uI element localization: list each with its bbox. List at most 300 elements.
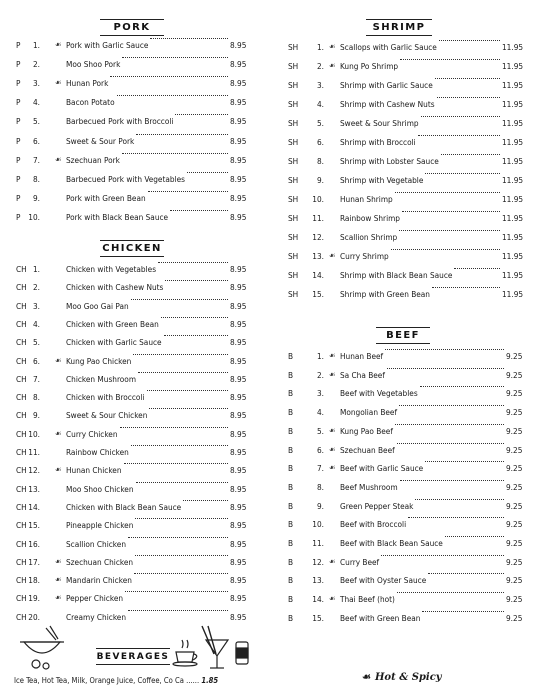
item-number: 11. xyxy=(312,213,324,223)
item-price: 11.95 xyxy=(502,213,524,223)
item-name: Bacon Potato xyxy=(66,97,115,108)
item-code: CH xyxy=(16,428,27,439)
item-code: P xyxy=(16,211,21,222)
item-name: Scallion Chicken xyxy=(66,538,126,549)
item-number: 10. xyxy=(28,428,40,439)
item-name: Szechuan Pork xyxy=(66,154,120,165)
chicken-item xyxy=(16,537,270,551)
dot-leader xyxy=(138,372,228,373)
shrimp-item xyxy=(288,192,540,206)
pork-item xyxy=(16,38,270,52)
item-name: Beef with Black Bean Sauce xyxy=(340,538,443,548)
chicken-item xyxy=(16,573,270,587)
item-price: 11.95 xyxy=(502,156,524,166)
legend-label: Hot & Spicy xyxy=(374,672,442,683)
chicken-item xyxy=(16,555,270,569)
item-code: P xyxy=(16,78,21,89)
shrimp-title: SHRIMP xyxy=(372,22,426,33)
dot-leader xyxy=(391,249,500,250)
item-name: Curry Shrimp xyxy=(340,251,389,261)
item-name: Beef with Broccoli xyxy=(340,519,407,530)
item-price: 11.95 xyxy=(502,232,524,242)
item-name: Rainbow Shrimp xyxy=(340,213,400,223)
beef-item xyxy=(288,461,540,475)
dot-leader xyxy=(122,57,228,58)
chicken-item xyxy=(16,427,270,441)
item-code: P xyxy=(16,192,21,203)
item-code: B xyxy=(288,388,294,399)
hot-pepper-icon: ☙ xyxy=(329,463,336,473)
dot-leader xyxy=(165,280,228,281)
pork-item xyxy=(16,76,270,90)
item-price: 11.95 xyxy=(502,61,524,71)
item-code: CH xyxy=(16,611,27,622)
item-number: 2. xyxy=(316,369,324,380)
dot-leader xyxy=(161,317,228,318)
beef-item xyxy=(288,386,540,400)
shrimp-item xyxy=(288,116,540,130)
hot-pepper-icon: ☙ xyxy=(329,425,336,435)
pork-item xyxy=(16,153,270,167)
item-number: 6. xyxy=(316,444,324,455)
beef-item xyxy=(288,424,540,438)
item-price: 9.25 xyxy=(506,481,523,492)
item-price: 9.25 xyxy=(506,500,523,511)
pork-heading xyxy=(100,19,164,36)
beef-item xyxy=(288,573,540,587)
item-code: B xyxy=(288,500,294,511)
item-code: CH xyxy=(16,373,27,384)
item-name: Mongolian Beef xyxy=(340,407,398,418)
item-code: SH xyxy=(288,137,299,147)
item-code: SH xyxy=(288,251,299,261)
dot-leader xyxy=(124,463,228,464)
item-code: CH xyxy=(16,282,27,293)
hot-spicy-legend xyxy=(362,672,442,683)
item-code: CH xyxy=(16,538,27,549)
hot-pepper-icon: ☙ xyxy=(55,556,62,566)
hot-pepper-icon: ☙ xyxy=(55,428,62,438)
item-name: Kung Po Shrimp xyxy=(340,61,399,71)
item-price: 9.25 xyxy=(506,612,523,623)
shrimp-item xyxy=(288,211,540,225)
item-name: Hunan Shrimp xyxy=(340,194,393,204)
chicken-item xyxy=(16,610,270,624)
dot-leader xyxy=(425,461,504,462)
dot-leader xyxy=(385,349,504,350)
item-price: 8.95 xyxy=(230,135,247,146)
item-number: 3. xyxy=(316,388,324,399)
dot-leader xyxy=(432,287,500,288)
dot-leader xyxy=(445,536,504,537)
chicken-item xyxy=(16,262,270,276)
item-price: 8.95 xyxy=(230,97,247,108)
item-number: 4. xyxy=(32,97,40,108)
shrimp-item xyxy=(288,154,540,168)
dot-leader xyxy=(128,610,228,611)
item-name: Beef with Oyster Sauce xyxy=(340,575,427,586)
item-number: 7. xyxy=(32,154,40,165)
item-name: Shrimp with Cashew Nuts xyxy=(340,99,435,109)
item-code: SH xyxy=(288,42,299,52)
item-name: Green Pepper Steak xyxy=(340,500,414,511)
dot-leader xyxy=(187,172,228,173)
item-code: B xyxy=(288,425,294,436)
item-price: 9.25 xyxy=(506,425,523,436)
item-name: Mandarin Chicken xyxy=(66,575,132,586)
item-price: 8.95 xyxy=(230,593,247,604)
item-price: 8.95 xyxy=(230,373,247,384)
chicken-item xyxy=(16,372,270,386)
item-name: Beef Mushroom xyxy=(340,481,398,492)
pork-item xyxy=(16,134,270,148)
dot-leader xyxy=(421,116,500,117)
pork-item xyxy=(16,114,270,128)
item-name: Beef with Garlic Sauce xyxy=(340,463,424,474)
item-name: Pork with Black Bean Sauce xyxy=(66,211,169,222)
item-name: Sweet & Sour Pork xyxy=(66,135,135,146)
item-number: 8. xyxy=(32,173,40,184)
item-number: 15. xyxy=(312,612,324,623)
item-code: P xyxy=(16,97,21,108)
item-price: 8.95 xyxy=(230,282,247,293)
chicken-item xyxy=(16,299,270,313)
shrimp-item xyxy=(288,268,540,282)
shrimp-heading xyxy=(366,19,432,36)
item-name: Shrimp with Green Bean xyxy=(340,289,430,299)
item-price: 11.95 xyxy=(502,251,524,261)
item-name: Beef with Vegetables xyxy=(340,388,418,399)
item-price: 9.25 xyxy=(506,519,523,530)
item-name: Szechuan Chicken xyxy=(66,556,134,567)
dot-leader xyxy=(110,76,228,77)
item-code: SH xyxy=(288,61,299,71)
dot-leader xyxy=(399,230,500,231)
chicken-item xyxy=(16,317,270,331)
item-code: CH xyxy=(16,447,27,457)
beverages-line xyxy=(14,676,218,685)
dot-leader xyxy=(415,499,504,500)
item-name: Kung Pao Beef xyxy=(340,425,393,436)
item-code: CH xyxy=(16,300,27,311)
item-number: 7. xyxy=(32,373,40,384)
item-name: Chicken with Cashew Nuts xyxy=(66,282,164,293)
item-code: CH xyxy=(16,520,27,531)
item-number: 16. xyxy=(28,538,40,549)
hot-pepper-icon: ☙ xyxy=(329,444,336,454)
item-code: P xyxy=(16,40,21,50)
dot-leader xyxy=(135,518,228,519)
hot-pepper-icon: ☙ xyxy=(55,40,62,49)
item-number: 5. xyxy=(32,116,40,127)
item-number: 6. xyxy=(316,137,324,147)
dot-leader xyxy=(418,135,500,136)
hot-pepper-icon: ☙ xyxy=(55,465,62,475)
beverages-title: BEVERAGES xyxy=(96,651,170,662)
dot-leader xyxy=(164,335,228,336)
item-price: 8.95 xyxy=(230,355,247,366)
chicken-item xyxy=(16,390,270,404)
item-number: 8. xyxy=(316,481,324,492)
dot-leader xyxy=(131,445,228,446)
item-price: 11.95 xyxy=(502,99,524,109)
item-price: 8.95 xyxy=(230,611,247,622)
chicken-item xyxy=(16,354,270,368)
pork-item xyxy=(16,95,270,109)
item-price: 11.95 xyxy=(502,42,524,52)
item-code: SH xyxy=(288,80,299,90)
dot-leader xyxy=(125,591,228,592)
item-number: 12. xyxy=(312,232,324,242)
item-number: 19. xyxy=(28,593,40,604)
dot-leader xyxy=(135,555,228,556)
item-price: 8.95 xyxy=(230,410,247,421)
item-price: 8.95 xyxy=(230,575,247,586)
chicken-item xyxy=(16,482,270,496)
dot-leader xyxy=(175,114,228,115)
item-number: 2. xyxy=(32,282,40,293)
item-code: CH xyxy=(16,318,27,329)
item-name: Chicken with Black Bean Sauce xyxy=(66,501,182,512)
item-price: 9.25 xyxy=(506,388,523,399)
item-code: B xyxy=(288,519,294,530)
item-number: 4. xyxy=(316,407,324,418)
item-code: CH xyxy=(16,264,27,274)
item-price: 8.95 xyxy=(230,264,247,274)
item-number: 1. xyxy=(32,264,40,274)
item-code: B xyxy=(288,463,294,474)
item-number: 5. xyxy=(32,337,40,348)
item-code: SH xyxy=(288,175,299,185)
item-name: Pineapple Chicken xyxy=(66,520,134,531)
item-code: SH xyxy=(288,156,299,166)
item-name: Barbecued Pork with Vegetables xyxy=(66,173,185,184)
item-name: Hunan Chicken xyxy=(66,465,122,476)
cocktail-glass-icon xyxy=(206,640,228,668)
dot-leader xyxy=(147,390,228,391)
dot-leader xyxy=(381,555,504,556)
dot-leader xyxy=(420,386,504,387)
dot-leader xyxy=(136,134,228,135)
beef-heading xyxy=(376,327,430,344)
rice-bowl-icon xyxy=(20,626,64,669)
item-number: 13. xyxy=(312,575,324,586)
item-code: SH xyxy=(288,118,299,128)
chicken-item xyxy=(16,463,270,477)
dot-leader xyxy=(387,368,504,369)
item-name: Shrimp with Garlic Sauce xyxy=(340,80,433,90)
dot-leader xyxy=(428,573,504,574)
item-price: 8.95 xyxy=(230,501,247,512)
item-number: 17. xyxy=(28,556,40,567)
item-price: 9.25 xyxy=(506,594,523,605)
item-price: 11.95 xyxy=(502,289,524,299)
item-name: Scallion Shrimp xyxy=(340,232,398,242)
item-number: 8. xyxy=(32,392,40,403)
hot-pepper-icon: ☙ xyxy=(329,369,336,379)
beef-item xyxy=(288,517,540,531)
item-price: 8.95 xyxy=(230,173,247,184)
dot-leader xyxy=(397,592,504,593)
item-number: 6. xyxy=(32,355,40,366)
dot-leader xyxy=(128,537,228,538)
dot-leader xyxy=(395,424,504,425)
chicken-item xyxy=(16,500,270,514)
hot-pepper-icon: ☙ xyxy=(329,61,336,70)
shrimp-item xyxy=(288,249,540,263)
item-name: Sa Cha Beef xyxy=(340,369,385,380)
item-number: 10. xyxy=(28,211,40,222)
item-price: 8.95 xyxy=(230,447,247,457)
item-number: 13. xyxy=(312,251,324,261)
hot-pepper-icon: ☙ xyxy=(329,351,336,360)
item-number: 9. xyxy=(316,500,324,511)
item-code: CH xyxy=(16,501,27,512)
item-price: 8.95 xyxy=(230,59,247,70)
beef-item xyxy=(288,368,540,382)
item-name: Moo Goo Gai Pan xyxy=(66,300,129,311)
item-name: Chicken Mushroom xyxy=(66,373,136,384)
beef-item xyxy=(288,499,540,513)
item-name: Shrimp with Broccoli xyxy=(340,137,416,147)
item-name: Hunan Pork xyxy=(66,78,109,89)
item-number: 11. xyxy=(28,447,40,457)
item-code: CH xyxy=(16,355,27,366)
item-price: 8.95 xyxy=(230,318,247,329)
item-code: P xyxy=(16,116,21,127)
item-code: CH xyxy=(16,337,27,348)
pork-item xyxy=(16,210,270,224)
shrimp-item xyxy=(288,230,540,244)
dot-leader xyxy=(120,427,228,428)
item-number: 3. xyxy=(316,80,324,90)
item-code: SH xyxy=(288,213,299,223)
chicken-heading xyxy=(100,240,164,257)
item-name: Pork with Garlic Sauce xyxy=(66,40,149,50)
item-price: 8.95 xyxy=(230,428,247,439)
item-number: 4. xyxy=(32,318,40,329)
item-number: 8. xyxy=(316,156,324,166)
item-price: 8.95 xyxy=(230,192,247,203)
item-price: 8.95 xyxy=(230,392,247,403)
item-name: Beef with Green Bean xyxy=(340,612,421,623)
hot-pepper-icon: ☙ xyxy=(362,672,371,683)
beef-item xyxy=(288,405,540,419)
shrimp-item xyxy=(288,78,540,92)
chicken-item xyxy=(16,591,270,605)
item-code: B xyxy=(288,612,294,623)
hot-pepper-icon: ☙ xyxy=(55,575,62,585)
dot-leader xyxy=(425,173,500,174)
item-price: 9.25 xyxy=(506,444,523,455)
item-number: 3. xyxy=(32,78,40,89)
dot-leader xyxy=(408,517,504,518)
item-number: 14. xyxy=(28,501,40,512)
item-price: 9.25 xyxy=(506,556,523,567)
item-code: B xyxy=(288,556,294,567)
hot-pepper-icon: ☙ xyxy=(55,593,62,603)
item-price: 8.95 xyxy=(230,483,247,494)
item-price: 11.95 xyxy=(502,137,524,147)
item-name: Curry Chicken xyxy=(66,428,118,439)
pork-item xyxy=(16,57,270,71)
item-price: 9.25 xyxy=(506,407,523,418)
item-price: 11.95 xyxy=(502,118,524,128)
item-number: 6. xyxy=(32,135,40,146)
item-name: Chicken with Garlic Sauce xyxy=(66,337,162,348)
item-name: Shrimp with Vegetable xyxy=(340,175,424,185)
item-name: Barbecued Pork with Broccoli xyxy=(66,116,174,127)
item-code: B xyxy=(288,575,294,586)
item-code: SH xyxy=(288,194,299,204)
item-price: 11.95 xyxy=(502,194,524,204)
item-code: P xyxy=(16,173,21,184)
dot-leader xyxy=(400,59,500,60)
pork-item xyxy=(16,191,270,205)
chicken-item xyxy=(16,445,270,459)
item-code: B xyxy=(288,481,294,492)
beverages-heading xyxy=(96,648,170,665)
item-code: SH xyxy=(288,99,299,109)
shrimp-item xyxy=(288,97,540,111)
item-code: P xyxy=(16,135,21,146)
item-number: 10. xyxy=(312,519,324,530)
chicken-item xyxy=(16,280,270,294)
item-number: 14. xyxy=(312,270,324,280)
beef-item xyxy=(288,536,540,550)
item-price: 8.95 xyxy=(230,300,247,311)
coffee-cup-icon xyxy=(173,640,197,666)
item-number: 2. xyxy=(316,61,324,71)
item-number: 10. xyxy=(312,194,324,204)
dot-leader xyxy=(439,40,500,41)
item-number: 18. xyxy=(28,575,40,586)
item-number: 1. xyxy=(316,42,324,52)
item-price: 9.25 xyxy=(506,463,523,474)
pork-item xyxy=(16,172,270,186)
dot-leader xyxy=(437,97,500,98)
item-name: Moo Shoo Chicken xyxy=(66,483,134,494)
dot-leader xyxy=(402,211,500,212)
item-code: CH xyxy=(16,593,27,604)
dot-leader xyxy=(422,611,504,612)
chicken-item xyxy=(16,518,270,532)
item-code: B xyxy=(288,538,294,548)
item-price: 8.95 xyxy=(230,116,247,127)
item-price: 8.95 xyxy=(230,40,247,50)
item-price: 11.95 xyxy=(502,80,524,90)
item-price: 11.95 xyxy=(502,270,524,280)
hot-pepper-icon: ☙ xyxy=(55,78,62,88)
beef-item xyxy=(288,443,540,457)
item-price: 8.95 xyxy=(230,337,247,348)
item-number: 15. xyxy=(312,289,324,299)
beef-item xyxy=(288,555,540,569)
dot-leader xyxy=(131,299,228,300)
item-price: 8.95 xyxy=(230,556,247,567)
item-name: Pork with Green Bean xyxy=(66,192,146,203)
item-name: Chicken with Broccoli xyxy=(66,392,145,403)
shrimp-item xyxy=(288,173,540,187)
hot-pepper-icon: ☙ xyxy=(55,355,62,365)
item-code: P xyxy=(16,59,21,70)
item-number: 20. xyxy=(28,611,40,622)
item-price: 8.95 xyxy=(230,465,247,476)
item-name: Creamy Chicken xyxy=(66,611,126,622)
item-name: Thai Beef (hot) xyxy=(340,594,395,605)
dot-leader xyxy=(136,482,228,483)
item-number: 1. xyxy=(316,351,324,361)
